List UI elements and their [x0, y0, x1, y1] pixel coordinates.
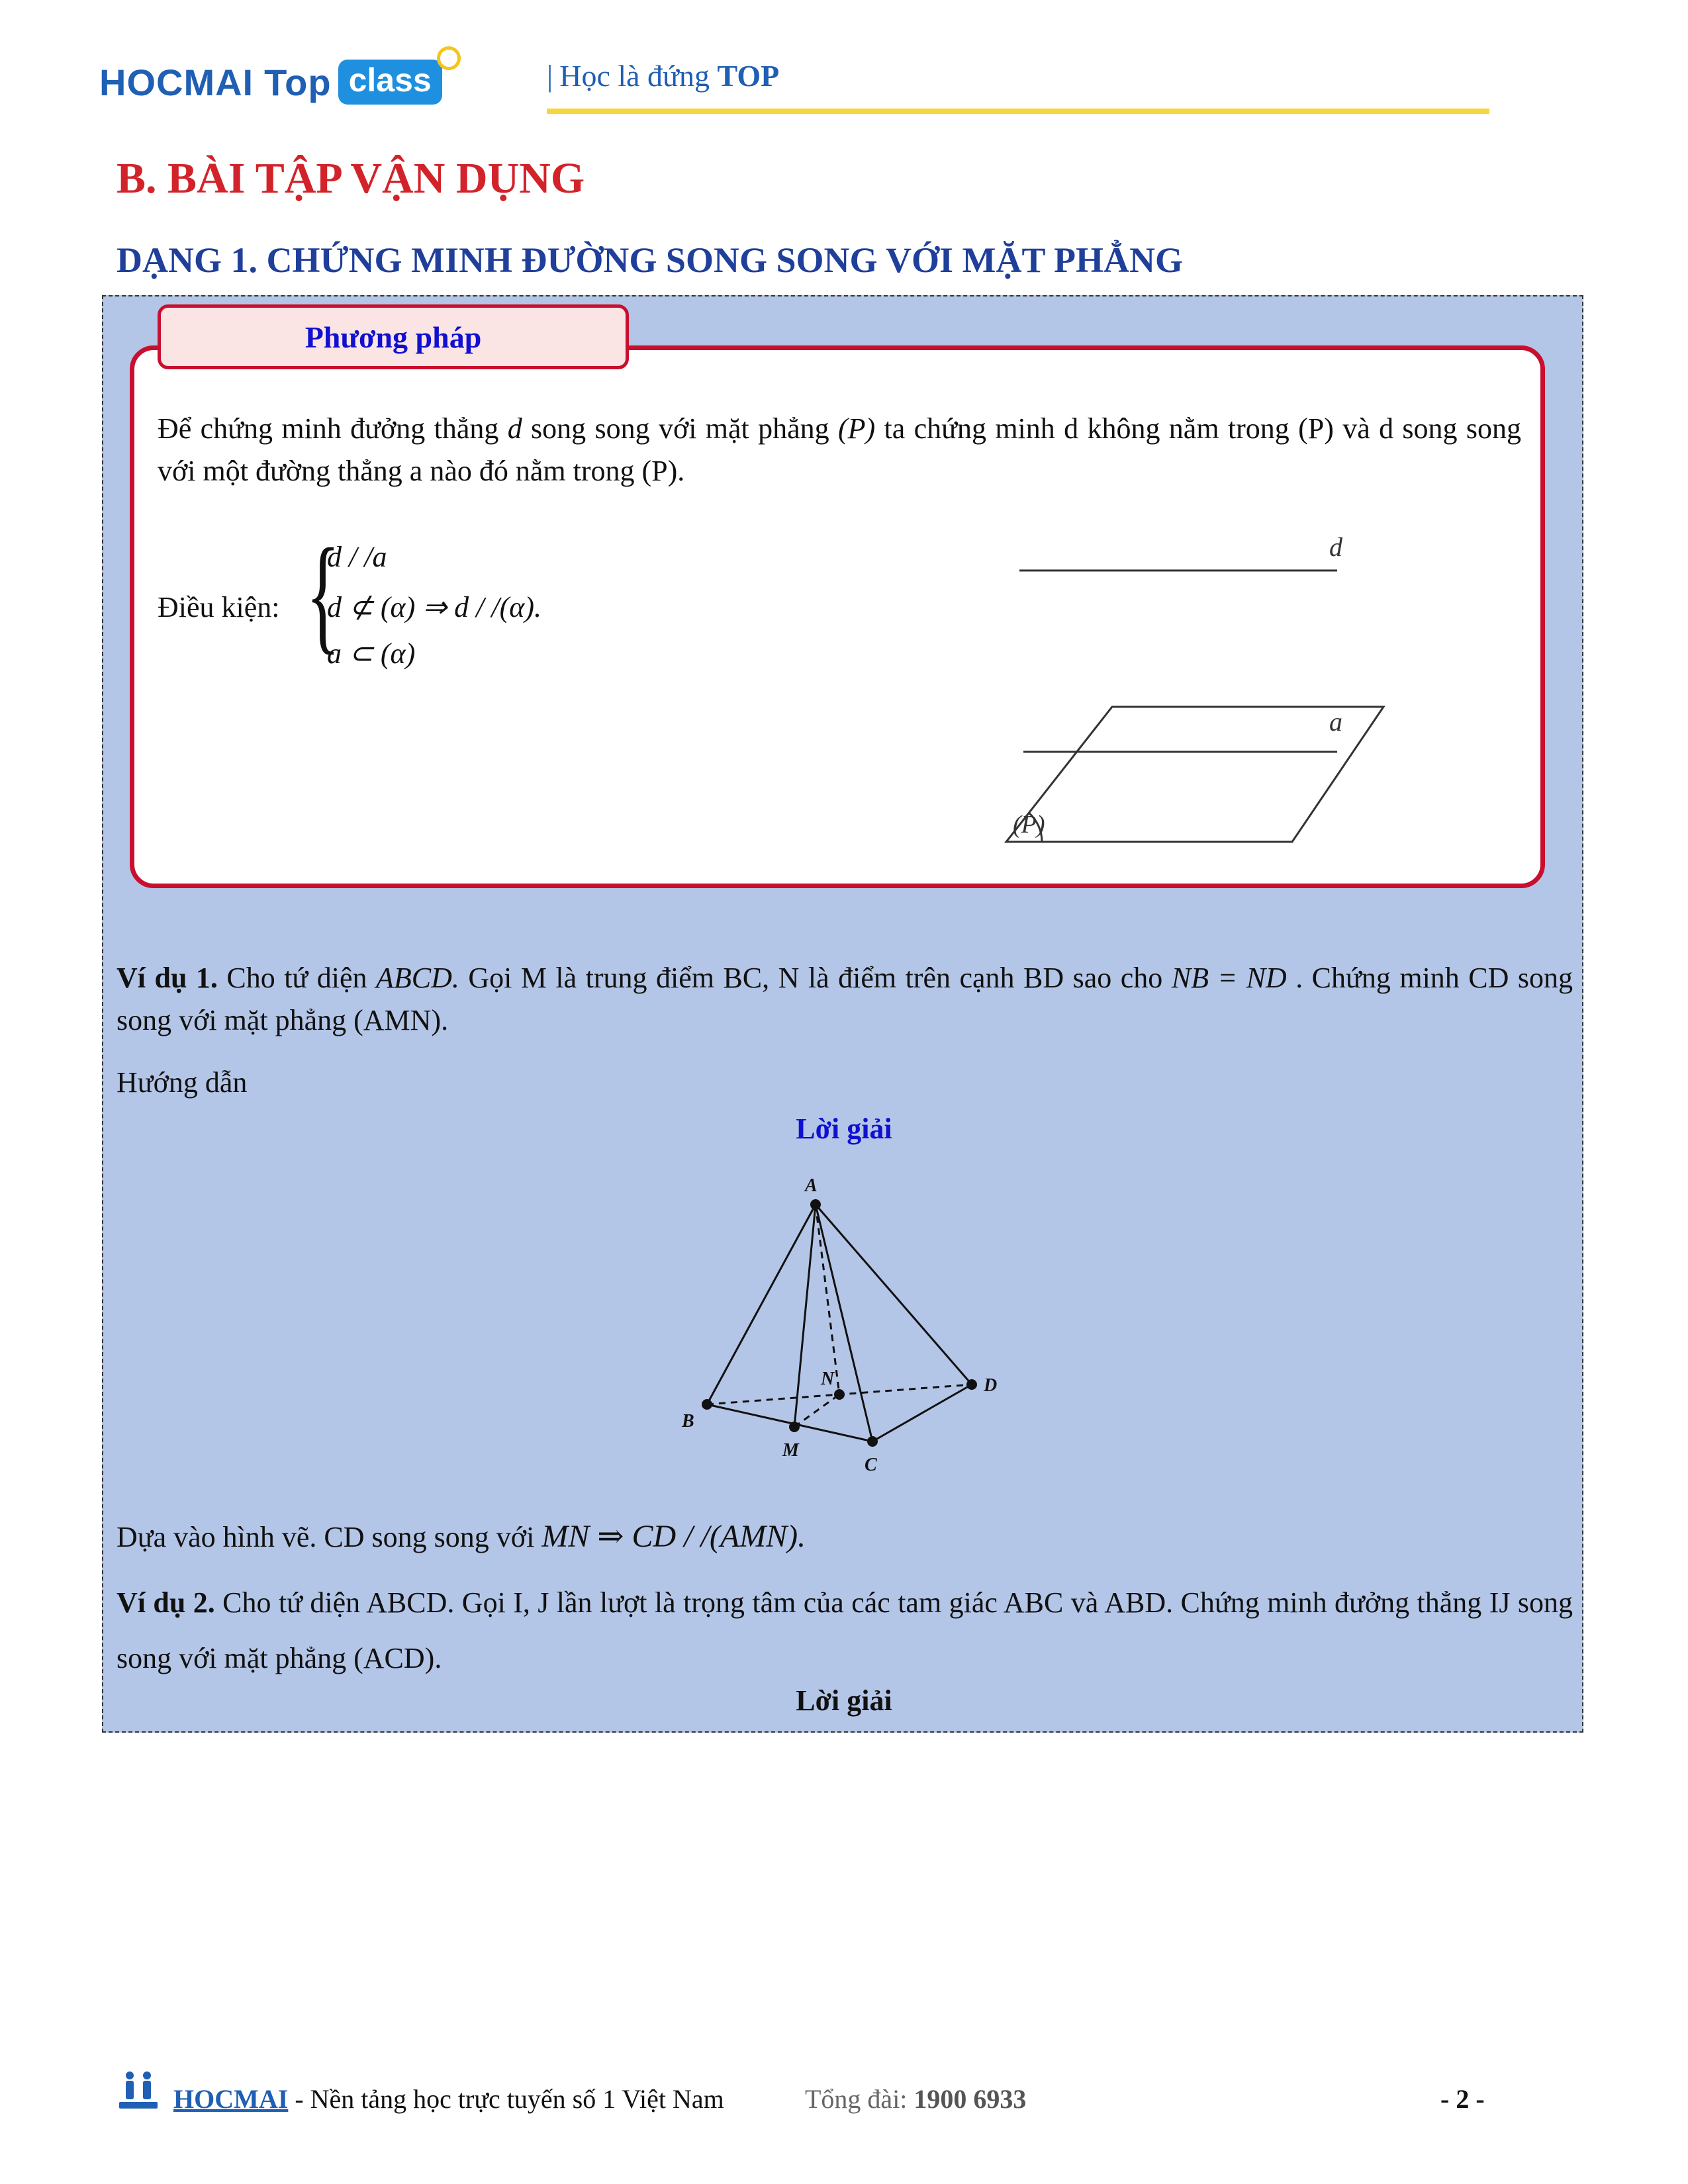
header-divider [547, 109, 1489, 114]
point-b [702, 1399, 712, 1410]
condition-2: d ⊄ (α) ⇒ d / /(α). [327, 591, 541, 623]
edge-cd [872, 1385, 972, 1441]
section-title: B. BÀI TẬP VẬN DỤNG [117, 154, 585, 203]
point-d [966, 1379, 977, 1390]
tagline [547, 58, 779, 93]
point-m [789, 1422, 800, 1432]
tagline-highlight: TOP [717, 59, 780, 93]
example2-text: Cho tứ diện ABCD. Gọi I, J lần lượt là trọng tâm của các tam giác ABC và ABD. Chứng minh đưởng thẳng IJ song song với mặt phẳng (ACD). [117, 1586, 1573, 1674]
system-brace: { [306, 522, 340, 666]
example1-conclusion-text: Dựa vào hình vẽ. CD song song với [117, 1521, 542, 1553]
footer-brand-line [173, 2083, 724, 2115]
label-m-point: M [782, 1440, 799, 1461]
edge-bc [707, 1404, 872, 1441]
example1-text-b: Gọi M là trung điểm BC, N là điểm trên cạnh BD sao cho [459, 962, 1172, 994]
sun-icon [437, 46, 461, 70]
label-d: d [1329, 532, 1342, 562]
condition-3: a ⊂ (α) [327, 637, 416, 670]
label-b-point: B [682, 1411, 694, 1432]
tagline-prefix: Học là đứng [559, 59, 710, 93]
point-c [867, 1436, 878, 1447]
method-text-2: song song với mặt phẳng [522, 412, 838, 445]
logo-hocmai: HOCMAI [99, 61, 254, 103]
point-n [834, 1389, 845, 1400]
edge-mn-hidden [794, 1394, 839, 1427]
parallel-line-plane-figure [914, 523, 1417, 854]
plane-p [1006, 707, 1383, 842]
method-tab: Phương pháp [158, 304, 629, 369]
footer-text: - Nền tảng học trực tuyến số 1 Việt Nam [288, 2084, 724, 2114]
point-a [810, 1199, 821, 1210]
method-description [158, 408, 1521, 492]
example2-label: Ví dụ 2. [117, 1586, 215, 1619]
example1-label: Ví dụ 1. [117, 962, 218, 994]
example1-text-a: Cho tứ diện [217, 962, 376, 994]
edge-ad [816, 1205, 972, 1385]
tagline-bar: | [547, 59, 553, 93]
logo-class [338, 60, 442, 105]
hocmai-topclass-logo[interactable] [99, 56, 442, 109]
example2-solution-title: Lời giải [796, 1684, 892, 1717]
example1-conclusion-math: MN ⇒ CD / /(AMN). [541, 1519, 806, 1554]
label-c-point: C [865, 1455, 877, 1475]
label-plane: (P) [1013, 811, 1045, 839]
example1-solution-title: Lời giải [796, 1113, 892, 1145]
example1-conclusion [117, 1516, 806, 1559]
example1-math-abcd: ABCD. [375, 962, 459, 994]
footer-hotline-label: Tổng đài: [805, 2084, 914, 2114]
footer-hotline-number: 1900 6933 [914, 2084, 1027, 2114]
tetrahedron-figure [662, 1165, 1033, 1496]
logo-top: Top [264, 61, 332, 103]
method-text-p: (P) [837, 412, 876, 445]
footer-brand-link[interactable]: HOCMAI [173, 2084, 289, 2114]
example1-statement [117, 957, 1573, 1042]
example1-text-c: . Chứng minh CD song song với mặt phẳng (AMN). [117, 962, 1573, 1036]
method-text-1: Để chứng minh đưởng thẳng [158, 412, 508, 445]
type-title: DẠNG 1. CHỨNG MINH ĐƯỜNG SONG SONG VỚI MẶT PHẲNG [117, 240, 1184, 280]
logo-class-text: class [348, 62, 432, 99]
footer-hotline [805, 2083, 1026, 2115]
edge-an-hidden [816, 1205, 839, 1394]
condition-1: d / /a [327, 541, 387, 573]
label-n-point: N [821, 1369, 835, 1389]
method-text-3: ta chứng minh d không nằm trong (P) và d song song với một đường thẳng a nào đó nằm trong (P). [158, 412, 1522, 487]
label-a: a [1329, 707, 1342, 737]
label-d-point: D [984, 1375, 998, 1396]
example1-guide: Hướng dẫn [117, 1066, 248, 1099]
hocmai-footer-logo-icon [115, 2068, 162, 2114]
page-number: - 2 - [1440, 2084, 1485, 2114]
example1-math-nbnd: NB = ND [1171, 962, 1287, 994]
label-a-point: A [805, 1175, 818, 1196]
example2-statement [117, 1575, 1573, 1686]
condition-label: Điều kiện: [158, 591, 280, 623]
method-text-d: d [507, 412, 522, 445]
